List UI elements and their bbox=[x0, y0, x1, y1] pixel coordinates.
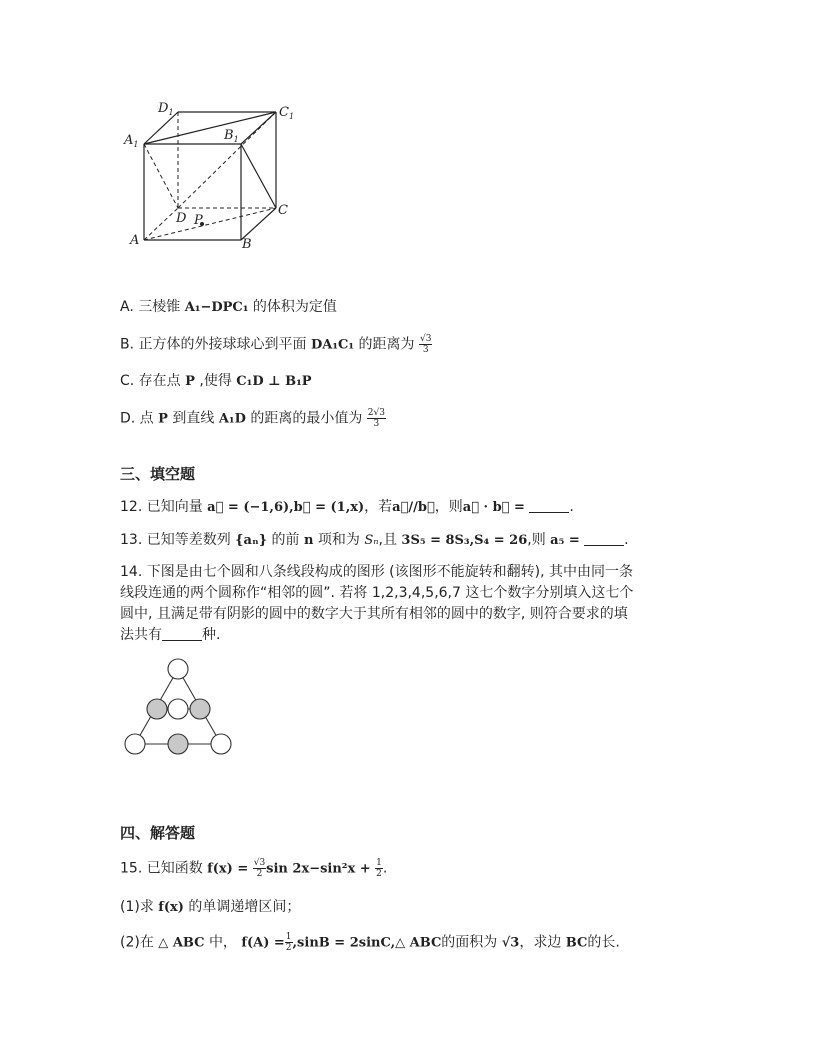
circle-diagram bbox=[120, 655, 240, 755]
label-a1: $A_1$ bbox=[124, 133, 139, 149]
option-a: A. 三棱锥 A₁−DPC₁ 的体积为定值 bbox=[120, 299, 337, 315]
section-heading-fill-blank: 三、填空题 bbox=[120, 465, 196, 483]
circle-top bbox=[168, 659, 188, 679]
question-15: 15. 已知函数 f(x) = $\frac{√3}{2}$ sin 2x−sin²x + $\frac{1}{2}$ . bbox=[120, 858, 388, 879]
answer-blank bbox=[529, 499, 569, 513]
label-a: A bbox=[130, 233, 140, 248]
label-c: C bbox=[278, 203, 288, 218]
section-heading-answer: 四、解答题 bbox=[120, 824, 196, 842]
edge-a1-d bbox=[144, 144, 178, 208]
circle-bottom-left bbox=[125, 734, 145, 754]
question-15-part-2: (2)在 △ ABC 中， f(A) = $\frac{1}{2}$ ,sinB = 2sinC,△ ABC的面积为 √3，求边 BC的长. bbox=[120, 932, 620, 953]
option-c: C. 存在点 P ,使得 C₁D ⊥ B₁P bbox=[120, 373, 312, 389]
label-p: P bbox=[194, 213, 203, 228]
label-b: B bbox=[242, 237, 252, 252]
circle-mid-center bbox=[168, 699, 188, 719]
label-d1: $D_1$ bbox=[158, 101, 174, 117]
question-15-part-1: (1)求 f(x) 的单调递增区间； bbox=[120, 899, 301, 915]
edge-a1-c1 bbox=[144, 112, 276, 144]
label-c1: $C_1$ bbox=[279, 105, 295, 121]
edge-d-c1 bbox=[178, 112, 276, 208]
q14-line-2: 线段连通的两个圆称作“相邻的圆”. 若将 1,2,3,4,5,6,7 这七个数字分别填入这七个 bbox=[120, 585, 634, 601]
option-b: B. 正方体的外接球球心到平面 DA₁C₁ 的距离为 $\frac{√3}{3}$ bbox=[120, 334, 432, 355]
question-12: 12. 已知向量 a⃗ = (−1,6),b⃗ = (1,x)，若a⃗//b⃗，则a⃗ · b⃗ = . bbox=[120, 499, 574, 515]
label-d: D bbox=[176, 211, 187, 226]
q14-line-1: 14. 下图是由七个圆和八条线段构成的图形 (该图形不能旋转和翻转), 其中由同一条 bbox=[120, 564, 633, 580]
cube-diagram bbox=[120, 96, 305, 256]
edge-b-c bbox=[241, 208, 276, 240]
answer-blank bbox=[162, 627, 202, 641]
q14-line-3: 圆中, 且满足带有阴影的圆中的数字大于其所有相邻的圆中的数字, 则符合要求的填 bbox=[120, 606, 628, 622]
circle-bottom-right bbox=[211, 734, 231, 754]
label-b1: $B_1$ bbox=[224, 128, 239, 144]
circle-mid-left-shaded bbox=[147, 699, 167, 719]
question-14 bbox=[120, 562, 633, 646]
answer-blank bbox=[584, 532, 624, 546]
q14-line-4: 法共有 种. bbox=[120, 627, 221, 643]
edge-a-c bbox=[144, 208, 276, 240]
circle-mid-right-shaded bbox=[190, 699, 210, 719]
option-d: D. 点 P 到直线 A₁D 的距离的最小值为 $\frac{2√3}{3}$ bbox=[120, 408, 385, 429]
edge-a-d bbox=[144, 208, 178, 240]
edge-b1-c bbox=[241, 144, 276, 208]
question-13: 13. 已知等差数列 {aₙ} 的前 n 项和为 Sₙ,且 3S₅ = 8S₃,S₄ = 26,则 a₅ = . bbox=[120, 532, 629, 548]
circle-bottom-center-shaded bbox=[168, 734, 188, 754]
